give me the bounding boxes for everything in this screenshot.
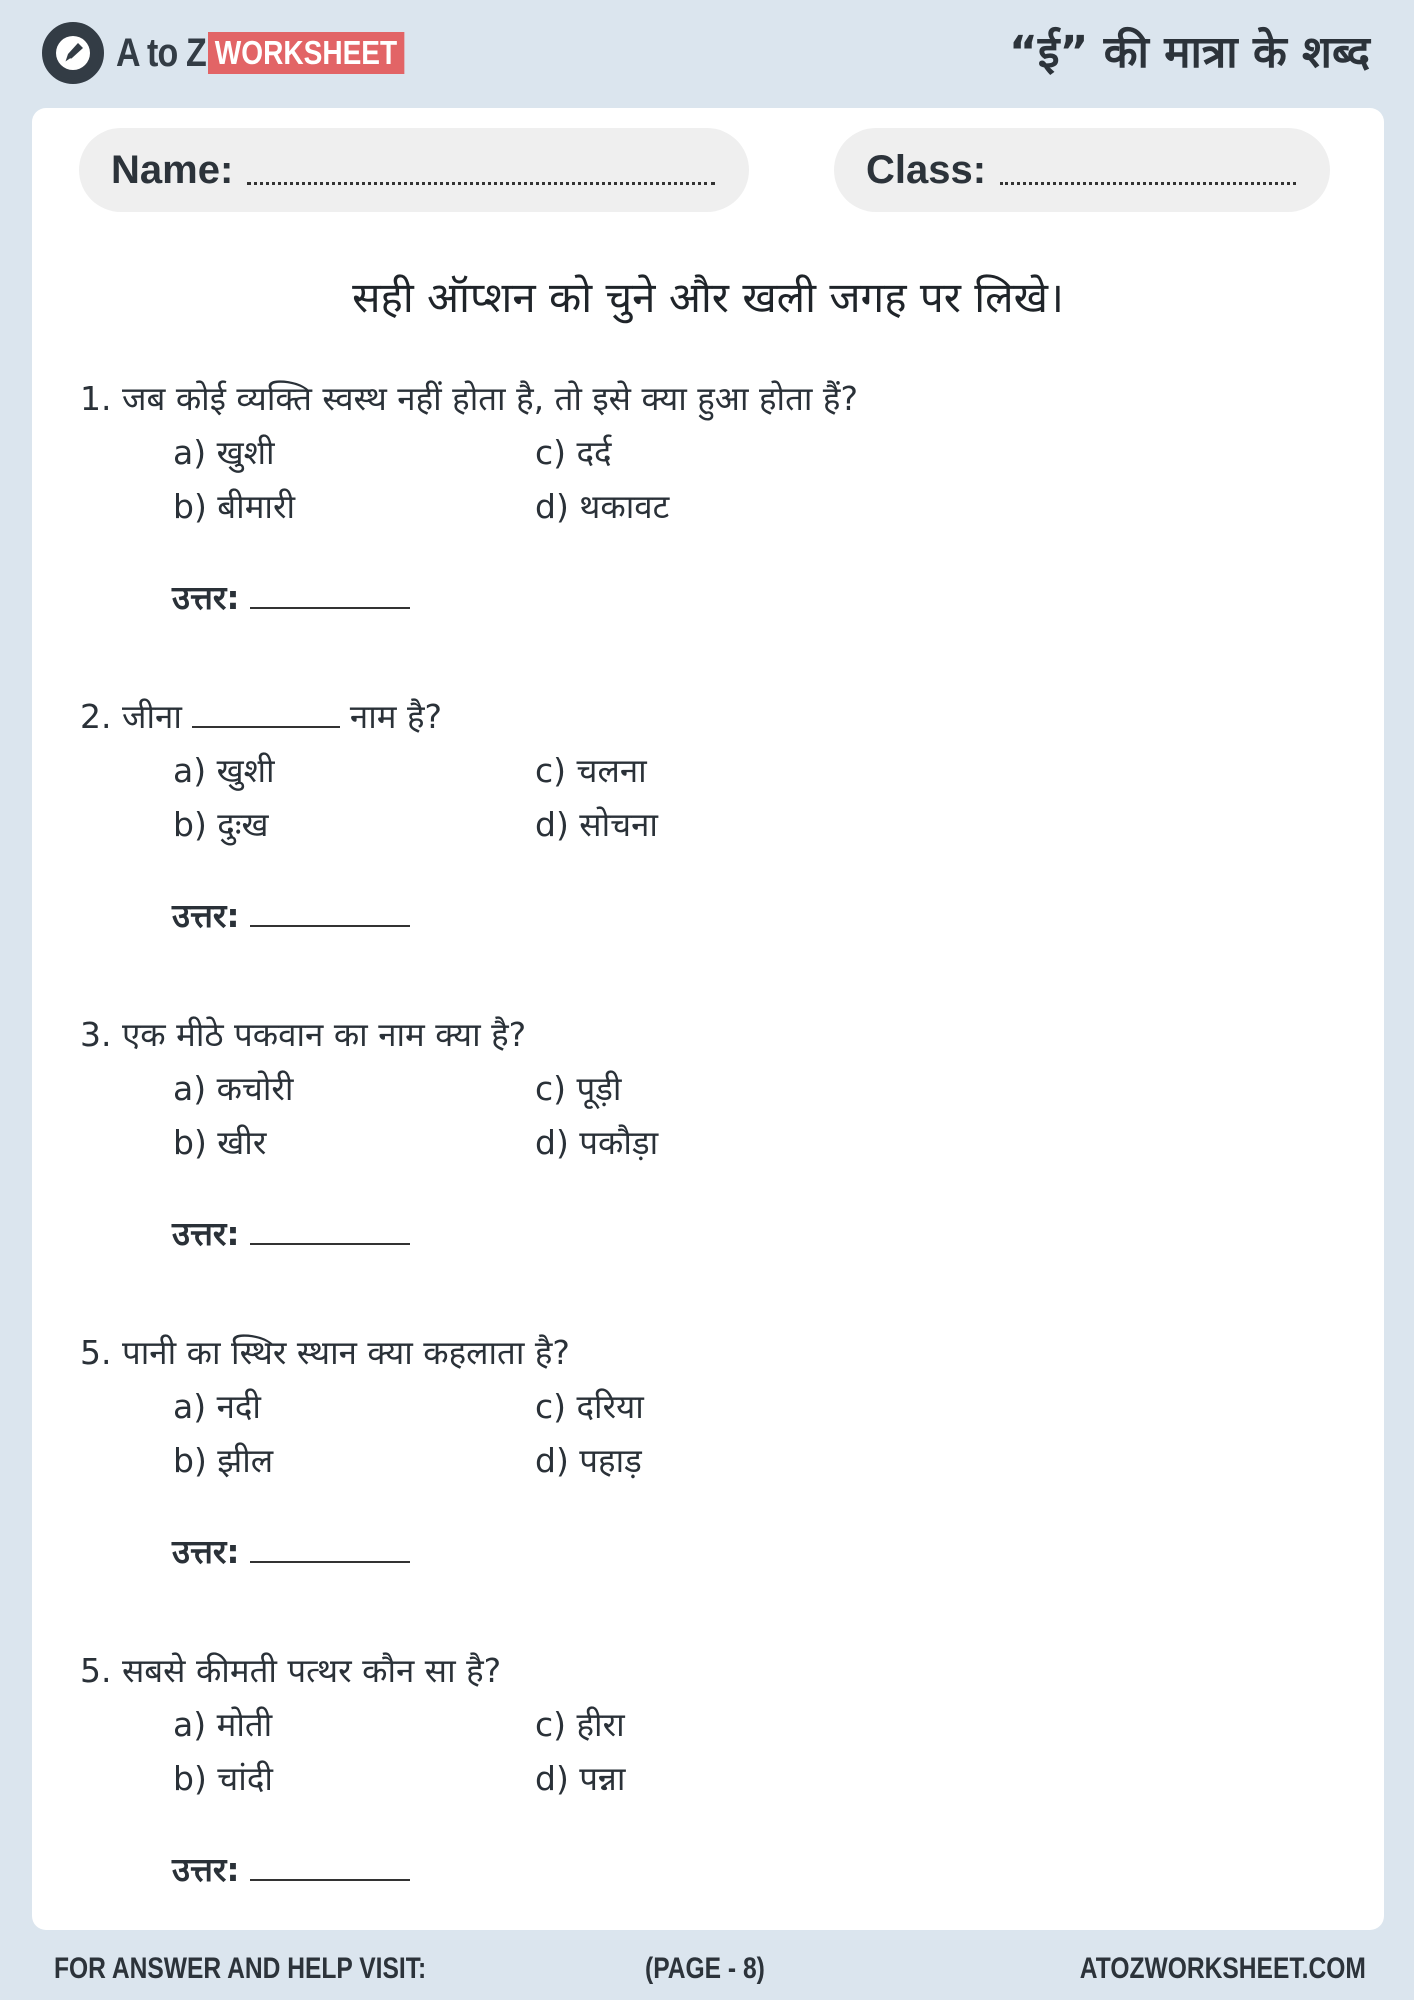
question-text-main: एक मीठे पकवान का नाम क्या है? bbox=[122, 1015, 527, 1054]
question-block bbox=[80, 1010, 1340, 1253]
option-c[interactable]: c) चलना bbox=[535, 751, 647, 790]
option-b[interactable]: b) बीमारी bbox=[173, 487, 296, 526]
question-text-main: जब कोई व्यक्ति स्वस्थ नहीं होता है, तो इसे क्या हुआ होता हैं? bbox=[122, 379, 858, 418]
option-b[interactable]: b) चांदी bbox=[173, 1759, 273, 1798]
options-grid bbox=[80, 1378, 1340, 1488]
option-b[interactable]: b) झील bbox=[173, 1441, 274, 1480]
answer-blank[interactable] bbox=[250, 897, 410, 927]
page-footer bbox=[0, 1930, 1414, 2000]
option-a[interactable]: a) खुशी bbox=[173, 751, 275, 790]
answer-label: उत्तर: bbox=[172, 578, 240, 617]
instruction-text: सही ऑप्शन को चुने और खली जगह पर लिखे। bbox=[352, 273, 1064, 322]
question-number: 5. bbox=[80, 1333, 112, 1372]
question-number: 3. bbox=[80, 1015, 112, 1054]
worksheet-card bbox=[32, 108, 1384, 1930]
question-text bbox=[80, 1646, 1340, 1696]
answer-blank[interactable] bbox=[250, 579, 410, 609]
answer-blank[interactable] bbox=[250, 1533, 410, 1563]
question-block bbox=[80, 374, 1340, 617]
question-text bbox=[80, 374, 1340, 424]
answer-label: उत्तर: bbox=[172, 1532, 240, 1571]
option-a[interactable]: a) मोती bbox=[173, 1705, 273, 1744]
class-field[interactable] bbox=[834, 128, 1330, 212]
question-text-after: नाम है? bbox=[349, 697, 443, 736]
question-text bbox=[80, 1010, 1340, 1060]
worksheet-topic-title: “ई” की मात्रा के शब्द bbox=[1008, 27, 1370, 78]
website-link[interactable]: ATOZWORKSHEET.COM bbox=[1079, 1952, 1366, 1985]
class-label: Class: bbox=[866, 147, 987, 192]
option-a[interactable]: a) खुशी bbox=[173, 433, 275, 472]
option-a[interactable]: a) नदी bbox=[173, 1387, 261, 1426]
logo-text: A to Z bbox=[116, 30, 206, 75]
class-dotted-line bbox=[1000, 182, 1296, 185]
logo-badge: WORKSHEET bbox=[208, 32, 404, 74]
page-number: (PAGE - 8) bbox=[645, 1952, 765, 1985]
name-label: Name: bbox=[111, 147, 234, 192]
options-grid bbox=[80, 424, 1340, 534]
question-block bbox=[80, 1328, 1340, 1571]
option-b[interactable]: b) दुःख bbox=[173, 805, 269, 844]
footer-help-text: FOR ANSWER AND HELP VISIT: bbox=[54, 1952, 427, 1985]
option-c[interactable]: c) हीरा bbox=[535, 1705, 625, 1744]
question-text bbox=[80, 692, 1340, 742]
page-header bbox=[0, 0, 1414, 108]
answer-line[interactable] bbox=[172, 1528, 410, 1573]
option-c[interactable]: c) दरिया bbox=[535, 1387, 644, 1426]
answer-line[interactable] bbox=[172, 574, 410, 619]
question-text-main: सबसे कीमती पत्थर कौन सा है? bbox=[122, 1651, 502, 1690]
option-d[interactable]: d) पकौड़ा bbox=[535, 1123, 659, 1162]
answer-label: उत्तर: bbox=[172, 1214, 240, 1253]
fill-in-blank[interactable] bbox=[192, 698, 340, 728]
options-grid bbox=[80, 742, 1340, 852]
question-number: 2. bbox=[80, 697, 112, 736]
answer-label: उत्तर: bbox=[172, 1850, 240, 1889]
answer-blank[interactable] bbox=[250, 1851, 410, 1881]
question-text-main: जीना bbox=[122, 697, 182, 736]
option-c[interactable]: c) दर्द bbox=[535, 433, 612, 472]
answer-line[interactable] bbox=[172, 892, 410, 937]
question-text-main: पानी का स्थिर स्थान क्या कहलाता है? bbox=[122, 1333, 570, 1372]
answer-line[interactable] bbox=[172, 1210, 410, 1255]
question-number: 1. bbox=[80, 379, 112, 418]
options-grid bbox=[80, 1060, 1340, 1170]
site-logo bbox=[42, 22, 438, 84]
option-d[interactable]: d) थकावट bbox=[535, 487, 670, 526]
pen-nib-icon bbox=[42, 22, 104, 84]
option-b[interactable]: b) खीर bbox=[173, 1123, 267, 1162]
options-grid bbox=[80, 1696, 1340, 1806]
question-block bbox=[80, 692, 1340, 935]
question-number: 5. bbox=[80, 1651, 112, 1690]
answer-line[interactable] bbox=[172, 1846, 410, 1891]
question-text bbox=[80, 1328, 1340, 1378]
option-d[interactable]: d) पन्ना bbox=[535, 1759, 626, 1798]
name-field[interactable] bbox=[79, 128, 749, 212]
name-dotted-line bbox=[247, 182, 715, 185]
answer-blank[interactable] bbox=[250, 1215, 410, 1245]
option-c[interactable]: c) पूड़ी bbox=[535, 1069, 622, 1108]
question-block bbox=[80, 1646, 1340, 1889]
option-d[interactable]: d) पहाड़ bbox=[535, 1441, 642, 1480]
option-d[interactable]: d) सोचना bbox=[535, 805, 658, 844]
option-a[interactable]: a) कचोरी bbox=[173, 1069, 294, 1108]
answer-label: उत्तर: bbox=[172, 896, 240, 935]
